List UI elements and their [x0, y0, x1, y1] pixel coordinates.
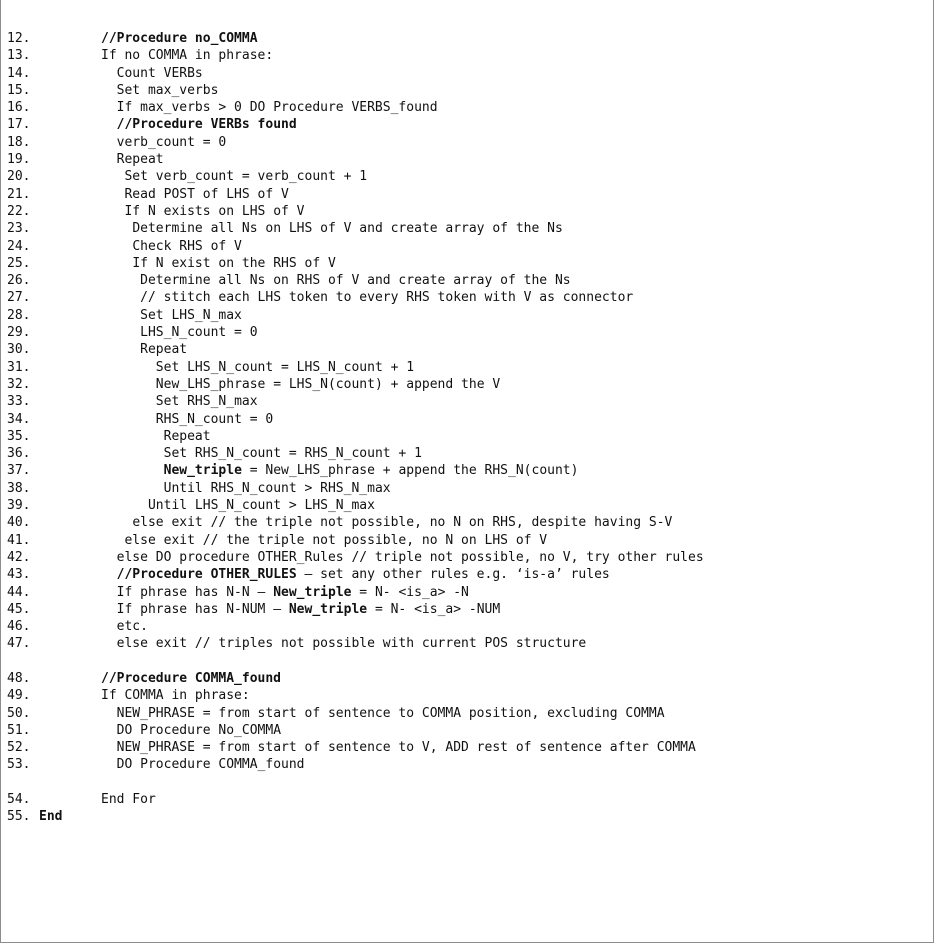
code-text: else DO procedure OTHER_Rules // triple not possible, no V, try other rules: [116, 549, 704, 565]
code-line: [7, 739, 704, 756]
code-line: [7, 376, 704, 393]
code-line: [7, 134, 704, 151]
code-text: Count VERBs: [116, 65, 203, 81]
line-number: 24.: [7, 238, 31, 254]
code-line: [7, 47, 704, 64]
code-line: [7, 359, 704, 376]
code-text: else exit // the triple not possible, no N on RHS, despite having S-V: [132, 515, 673, 531]
code-line: [7, 341, 704, 358]
code-line: [7, 220, 704, 237]
line-text: [39, 809, 62, 824]
pseudocode-listing: [7, 30, 704, 826]
line-number: 13.: [7, 48, 31, 64]
code-line: [7, 30, 704, 47]
line-number: 37.: [7, 463, 31, 479]
code-text: verb_count = 0: [116, 134, 227, 150]
line-text: [101, 481, 391, 496]
code-line: [7, 601, 704, 618]
code-line: [7, 808, 704, 825]
line-number: 34.: [7, 411, 31, 427]
code-line: [7, 116, 704, 133]
code-text: = N- <is_a> -NUM: [367, 601, 501, 617]
code-text: etc.: [116, 619, 148, 635]
line-number: 55.: [7, 809, 31, 825]
keyword-bold: //Procedure COMMA_found: [101, 670, 282, 686]
line-text: [101, 135, 226, 150]
line-number: 23.: [7, 221, 31, 237]
line-number: 14.: [7, 65, 31, 81]
code-line: [7, 497, 704, 514]
code-line: [7, 151, 704, 168]
code-line: [7, 756, 704, 773]
line-number: 53.: [7, 757, 31, 773]
line-text: [101, 308, 242, 323]
code-text: = New_LHS_phrase + append the RHS_N(count): [241, 463, 579, 479]
keyword-bold: New_triple: [163, 463, 242, 479]
line-text: [101, 688, 250, 703]
code-line: [7, 324, 704, 341]
line-text: [101, 585, 469, 600]
line-text: [101, 239, 242, 254]
line-text: [101, 394, 258, 409]
line-text: [101, 550, 704, 565]
line-number: 29.: [7, 325, 31, 341]
line-text: [101, 706, 665, 721]
line-text: [101, 498, 375, 513]
line-text: [101, 533, 547, 548]
line-number: 30.: [7, 342, 31, 358]
code-text: DO Procedure COMMA_found: [116, 757, 305, 773]
code-line: [7, 289, 704, 306]
code-line: [7, 428, 704, 445]
line-text: [101, 325, 258, 340]
line-text: [101, 515, 672, 530]
line-number: 20.: [7, 169, 31, 185]
code-text: Set LHS_N_count = LHS_N_count + 1: [155, 359, 415, 375]
code-line: [7, 393, 704, 410]
code-text: NEW_PHRASE = from start of sentence to COMMA position, excluding COMMA: [116, 705, 665, 721]
code-line: [7, 532, 704, 549]
blank-line: [7, 653, 704, 670]
code-text: Set LHS_N_max: [140, 307, 242, 323]
line-number: 41.: [7, 532, 31, 548]
line-number: 52.: [7, 740, 31, 756]
code-text: Until RHS_N_count > RHS_N_max: [163, 480, 391, 496]
code-line: [7, 203, 704, 220]
line-text: [101, 204, 305, 219]
code-text: Set RHS_N_count = RHS_N_count + 1: [163, 446, 422, 462]
code-line: [7, 514, 704, 531]
code-line: [7, 238, 704, 255]
code-text: If N exists on LHS of V: [124, 203, 305, 219]
line-text: [101, 567, 610, 582]
code-line: [7, 307, 704, 324]
code-text: If no COMMA in phrase:: [101, 48, 274, 64]
code-text: Set max_verbs: [116, 82, 219, 98]
line-number: 19.: [7, 152, 31, 168]
line-number: 26.: [7, 273, 31, 289]
line-number: 32.: [7, 376, 31, 392]
line-number: 35.: [7, 428, 31, 444]
line-number: 17.: [7, 117, 31, 133]
keyword-bold: //Procedure no_COMMA: [101, 31, 258, 46]
line-number: 25.: [7, 255, 31, 271]
line-text: [101, 671, 281, 686]
code-line: [7, 635, 704, 652]
code-line: [7, 168, 704, 185]
code-line: [7, 272, 704, 289]
line-text: [101, 412, 273, 427]
code-line: [7, 255, 704, 272]
code-text: Repeat: [163, 428, 211, 444]
code-text: End For: [101, 792, 156, 808]
code-text: If phrase has N-NUM –: [116, 601, 289, 617]
line-number: 54.: [7, 792, 31, 808]
code-text: If max_verbs > 0 DO Procedure VERBS_found: [116, 100, 438, 116]
line-number: 15.: [7, 82, 31, 98]
code-line: [7, 722, 704, 739]
blank-line: [7, 774, 704, 791]
line-number: 22.: [7, 203, 31, 219]
code-line: [7, 462, 704, 479]
code-line: [7, 549, 704, 566]
line-text: [101, 221, 563, 236]
code-line: [7, 99, 704, 116]
line-text: [101, 636, 586, 651]
line-text: [101, 31, 258, 46]
line-text: [101, 723, 281, 738]
line-text: [101, 100, 438, 115]
line-number: 43.: [7, 567, 31, 583]
code-text: else exit // triples not possible with current POS structure: [116, 636, 587, 652]
code-line: [7, 791, 704, 808]
code-text: Set verb_count = verb_count + 1: [124, 169, 368, 185]
code-text: Repeat: [140, 342, 188, 358]
line-text: [101, 757, 305, 772]
line-text: [101, 169, 367, 184]
line-number: 38.: [7, 480, 31, 496]
line-text: [101, 83, 218, 98]
line-number: 49.: [7, 688, 31, 704]
line-number: 47.: [7, 636, 31, 652]
line-number: 31.: [7, 359, 31, 375]
line-text: [101, 446, 422, 461]
line-text: [101, 602, 500, 617]
code-text: NEW_PHRASE = from start of sentence to V, ADD rest of sentence after COMMA: [116, 740, 696, 756]
code-text: Determine all Ns on RHS of V and create array of the Ns: [140, 273, 571, 289]
keyword-bold: End: [39, 809, 63, 825]
line-number: 12.: [7, 31, 31, 46]
code-line: [7, 705, 704, 722]
line-number: 39.: [7, 498, 31, 514]
line-text: [101, 360, 414, 375]
line-text: [101, 740, 696, 755]
keyword-bold: New_triple: [288, 601, 368, 617]
code-text: Until LHS_N_count > LHS_N_max: [147, 498, 375, 514]
keyword-bold: //Procedure OTHER_RULES: [116, 567, 297, 583]
code-text: If COMMA in phrase:: [101, 688, 250, 704]
line-text: [101, 429, 211, 444]
code-text: Repeat: [116, 152, 164, 168]
code-text: Determine all Ns on LHS of V and create array of the Ns: [132, 221, 563, 237]
line-number: 27.: [7, 290, 31, 306]
line-text: [101, 66, 203, 81]
code-line: [7, 566, 704, 583]
line-number: 44.: [7, 584, 31, 600]
code-text: RHS_N_count = 0: [155, 411, 274, 427]
code-text: else exit // the triple not possible, no N on LHS of V: [124, 532, 548, 548]
code-text: – set any other rules e.g. ‘is-a’ rules: [296, 567, 610, 583]
code-text: Set RHS_N_max: [155, 394, 258, 410]
line-text: [101, 187, 289, 202]
code-text: Check RHS of V: [132, 238, 242, 254]
code-line: [7, 411, 704, 428]
code-line: [7, 687, 704, 704]
line-number: 40.: [7, 515, 31, 531]
code-line: [7, 618, 704, 635]
code-text: // stitch each LHS token to every RHS token with V as connector: [140, 290, 634, 306]
line-number: 48.: [7, 670, 31, 686]
code-line: [7, 82, 704, 99]
keyword-bold: New_triple: [273, 584, 352, 600]
line-number: 33.: [7, 394, 31, 410]
line-text: [101, 463, 578, 478]
code-text: LHS_N_count = 0: [140, 325, 258, 341]
code-line: [7, 445, 704, 462]
keyword-bold: //Procedure VERBs found: [116, 117, 297, 133]
code-text: Read POST of LHS of V: [124, 186, 289, 202]
code-text: If phrase has N-N –: [116, 584, 274, 600]
line-number: 18.: [7, 134, 31, 150]
line-text: [101, 48, 273, 63]
code-line: [7, 670, 704, 687]
line-text: [101, 619, 148, 634]
code-text: New_LHS_phrase = LHS_N(count) + append the V: [155, 376, 501, 392]
line-number: 21.: [7, 186, 31, 202]
line-number: 51.: [7, 722, 31, 738]
line-text: [101, 273, 571, 288]
line-text: [101, 117, 297, 132]
line-text: [101, 152, 164, 167]
code-line: [7, 65, 704, 82]
line-text: [101, 792, 156, 807]
code-line: [7, 186, 704, 203]
code-text: If N exist on the RHS of V: [132, 255, 336, 271]
line-number: 16.: [7, 100, 31, 116]
line-number: 36.: [7, 446, 31, 462]
line-text: [101, 290, 633, 305]
line-number: 28.: [7, 307, 31, 323]
line-text: [101, 256, 336, 271]
line-number: 45.: [7, 601, 31, 617]
line-number: 42.: [7, 549, 31, 565]
line-text: [101, 342, 187, 357]
code-text: DO Procedure No_COMMA: [116, 722, 282, 738]
code-line: [7, 584, 704, 601]
code-line: [7, 480, 704, 497]
line-number: 46.: [7, 619, 31, 635]
code-text: = N- <is_a> -N: [351, 584, 469, 600]
line-number: 50.: [7, 705, 31, 721]
line-text: [101, 377, 500, 392]
